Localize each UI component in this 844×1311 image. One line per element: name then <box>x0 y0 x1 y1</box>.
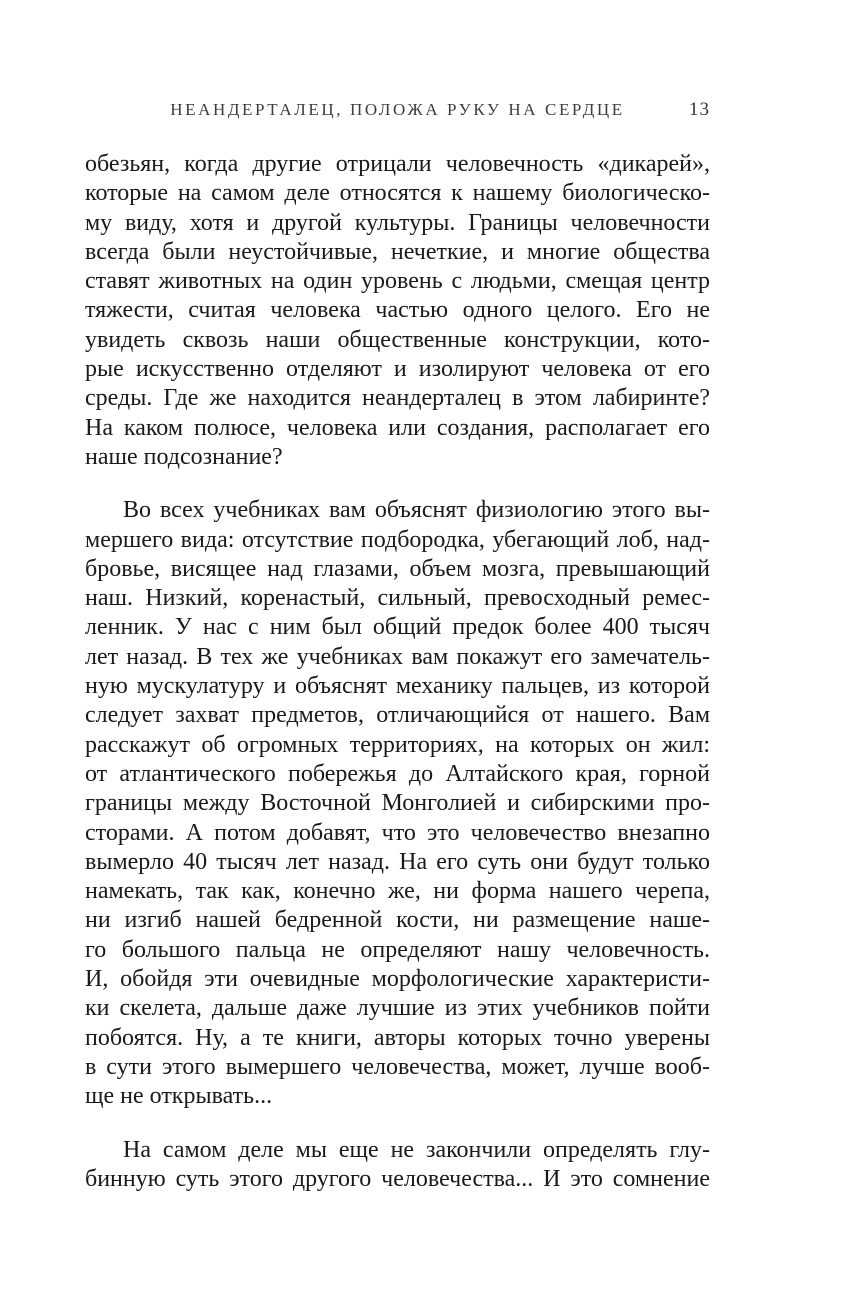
text-line: следует захват предметов, отличающийся от нашего. Вам <box>85 702 710 729</box>
text-line: На самом деле мы еще не закончили определять глу- <box>123 1136 710 1163</box>
text-line: сторами. А потом добавят, что это человечество внезапно <box>85 819 710 846</box>
running-title: НЕАНДЕРТАЛЕЦ, ПОЛОЖА РУКУ НА СЕРДЦЕ <box>170 100 625 119</box>
text-line: рые искусственно отделяют и изолируют человека от его <box>85 356 710 383</box>
text-line: ни изгиб нашей бедренной кости, ни размещение наше- <box>85 907 710 934</box>
text-line: границы между Восточной Монголией и сибирскими про- <box>85 790 710 817</box>
text-line: ще не открывать... <box>85 1083 273 1110</box>
body-text <box>85 150 710 1194</box>
page-header <box>85 100 710 124</box>
text-line: наш. Низкий, коренастый, сильный, превосходный ремес- <box>85 585 710 612</box>
text-line: в сути этого вымершего человечества, может, лучше вооб- <box>85 1053 710 1080</box>
text-line: обезьян, когда другие отрицали человечность «дикарей», <box>85 151 710 177</box>
text-line: ную мускулатуру и объяснят механику пальцев, из которой <box>85 673 710 700</box>
text-line: На каком полюсе, человека или создания, располагает его <box>85 414 710 441</box>
text-line: расскажут об огромных территориях, на которых он жил: <box>85 731 710 758</box>
text-line: вымерло 40 тысяч лет назад. На его суть они будут только <box>85 848 710 875</box>
text-line: му виду, хотя и другой культуры. Границы человечности <box>85 209 710 236</box>
text-line: бинную суть этого другого человечества... И это сомнение <box>85 1165 710 1192</box>
paragraph <box>85 1136 710 1195</box>
text-line: среды. Где же находится неандерталец в этом лабиринте? <box>85 385 710 412</box>
text-line: от атлантического побережья до Алтайского края, горной <box>85 760 710 787</box>
text-line: ленник. У нас с ним был общий предок более 400 тысяч <box>85 614 710 641</box>
text-line: тяжести, считая человека частью одного целого. Его не <box>85 297 710 324</box>
text-line: Во всех учебниках вам объяснят физиологию этого вы- <box>123 497 710 524</box>
text-line: намекать, так как, конечно же, ни форма нашего черепа, <box>85 878 710 905</box>
text-line: бровье, висящее над глазами, объем мозга, превышающий <box>85 555 710 582</box>
text-line: лет назад. В тех же учебниках вам покажут его замечатель- <box>85 643 710 670</box>
text-line: всегда были неустойчивые, нечеткие, и многие общества <box>85 238 710 265</box>
text-line: побоятся. Ну, а те книги, авторы которых точно уверены <box>85 1024 710 1051</box>
text-line: которые на самом деле относятся к нашему биологическо- <box>85 180 710 207</box>
text-line: И, обойдя эти очевидные морфологические характеристи- <box>85 966 710 993</box>
text-line: го большого пальца не определяют нашу человечность. <box>85 936 710 963</box>
page-number: 13 <box>689 99 710 120</box>
text-line: ки скелета, дальше даже лучшие из этих учебников пойти <box>85 995 710 1022</box>
text-line: увидеть сквозь наши общественные конструкции, кото- <box>85 326 710 353</box>
paragraph <box>85 496 710 1111</box>
text-line: мершего вида: отсутствие подбородка, убегающий лоб, над- <box>85 526 710 553</box>
text-line: наше подсознание? <box>85 443 283 470</box>
paragraph <box>85 150 710 472</box>
text-line: ставят животных на один уровень с людьми, смещая центр <box>85 268 710 295</box>
